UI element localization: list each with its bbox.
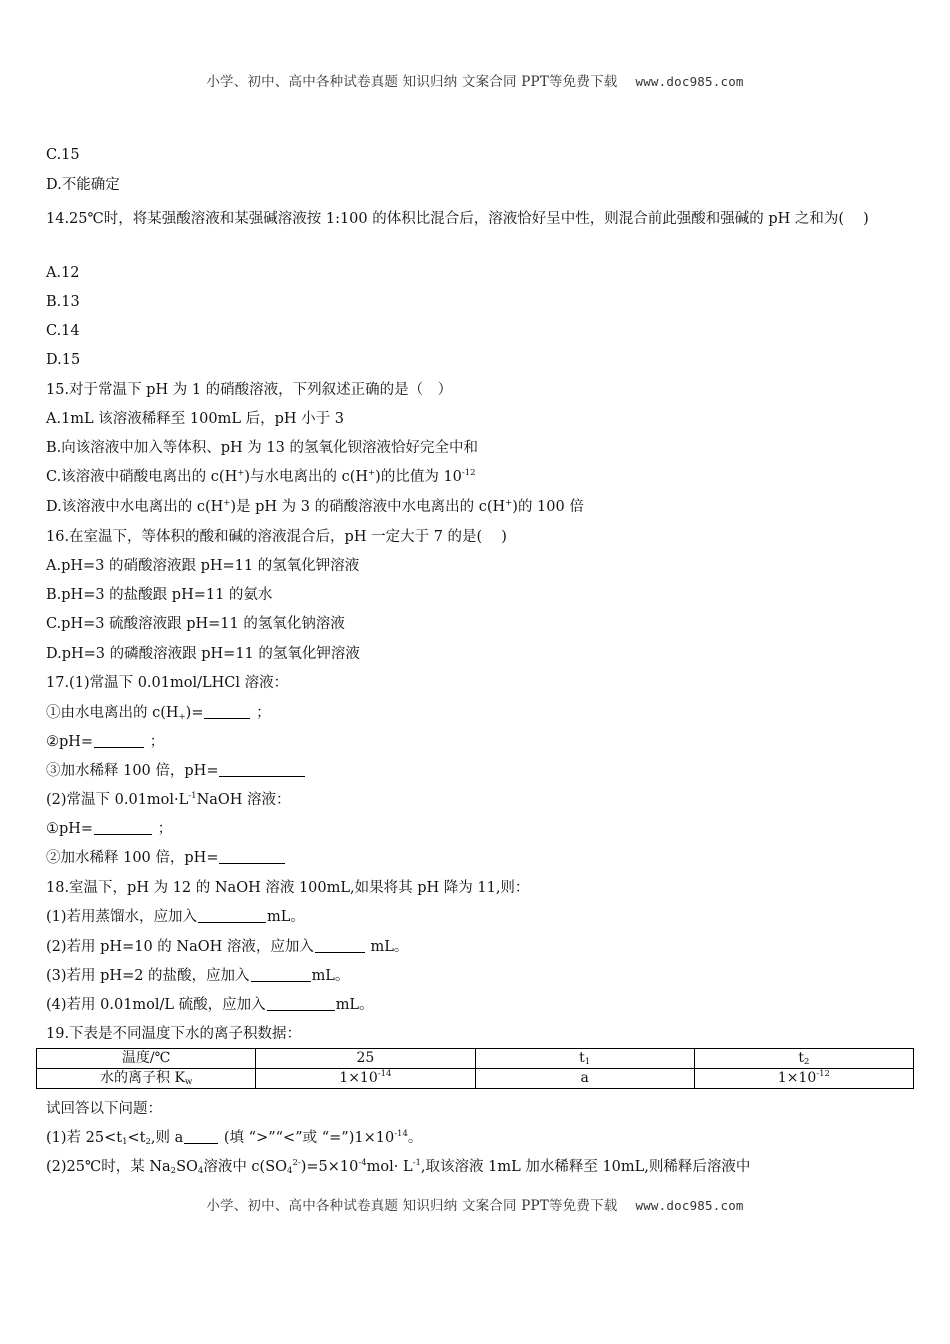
q18-part1: (1)若用蒸馏水，应加入 mL。 xyxy=(46,909,305,925)
q16-option-b: B.pH=3 的盐酸跟 pH=11 的氨水 xyxy=(46,587,273,603)
answer-blank[interactable] xyxy=(204,704,250,719)
q17-item4: ①pH= ； xyxy=(46,821,173,837)
header-url[interactable]: www.doc985.com xyxy=(635,74,744,89)
table-cell: a xyxy=(475,1069,694,1089)
q15-option-b: B.向该溶液中加入等体积、pH 为 13 的氢氧化钡溶液恰好完全中和 xyxy=(46,440,478,456)
table-header-cell: 温度/℃ xyxy=(37,1049,256,1069)
table-header-cell: $t_1$ xyxy=(475,1049,694,1069)
table-cell: $1\times 10^{-12}$ xyxy=(694,1069,913,1089)
q19-sub1: (1)若 $25<t_1<t_2$,则 a (填 “>”“<”或 “$=”)1\times 10^{-14}$。 xyxy=(46,1129,423,1147)
q18-part2: (2)若用 pH=10 的 NaOH 溶液，应加入 mL。 xyxy=(46,939,409,955)
q15-stem: 15.对于常温下 pH 为 1 的硝酸溶液，下列叙述正确的是（ ） xyxy=(46,382,453,398)
q19-ask: 试回答以下问题： xyxy=(46,1101,162,1117)
table-header-cell: 25 xyxy=(256,1049,475,1069)
table-row xyxy=(37,1069,914,1089)
page-header xyxy=(0,70,950,90)
q16-option-c: C.pH=3 硫酸溶液跟 pH=11 的氢氧化钠溶液 xyxy=(46,616,345,632)
answer-blank[interactable] xyxy=(219,762,305,777)
q17-item1: ①由水电离出的 $c(H_+)=$ ； xyxy=(46,705,271,722)
q19-stem: 19.下表是不同温度下水的离子积数据： xyxy=(46,1026,302,1042)
q17-part1: 17.(1)常温下 0.01mol/LHCl 溶液： xyxy=(46,675,289,691)
footer-text: 小学、初中、高中各种试卷真题 知识归纳 文案合同 PPT等免费下载 xyxy=(206,1198,618,1214)
q17-item2: ②pH= ； xyxy=(46,734,165,750)
q16-option-a: A.pH=3 的硝酸溶液跟 pH=11 的氢氧化钾溶液 xyxy=(46,558,360,574)
q18-part3: (3)若用 pH=2 的盐酸，应加入 mL。 xyxy=(46,968,350,984)
q16-option-d: D.pH=3 的磷酸溶液跟 pH=11 的氢氧化钾溶液 xyxy=(46,646,360,662)
table-cell: 水的离子积 $K_w$ xyxy=(37,1069,256,1089)
answer-blank[interactable] xyxy=(94,820,152,835)
q19-sub2: (2)25℃时，某 $Na_2SO_4$溶液中 $c(SO_4^{2-})=5\times 10^{-4}mol\cdot L^{-1}$,取该溶液 1mL 加水稀释至 10mL,则稀释后溶液中 xyxy=(46,1158,751,1176)
header-text: 小学、初中、高中各种试卷真题 知识归纳 文案合同 PPT等免费下载 xyxy=(206,74,618,90)
q17-item3: ③加水稀释 100 倍，pH= xyxy=(46,762,306,780)
answer-blank[interactable] xyxy=(267,996,335,1011)
table-row xyxy=(37,1049,914,1069)
table-cell: $1\times 10^{-14}$ xyxy=(256,1069,475,1089)
answer-blank[interactable] xyxy=(315,938,365,953)
q13-option-c: C.15 xyxy=(46,147,80,163)
q14-stem: 14.25℃时，将某强酸溶液和某强碱溶液按 1:100 的体积比混合后，溶液恰好呈中性，则混合前此强酸和强碱的 pH 之和为( ) xyxy=(46,211,869,227)
table-header-cell: $t_2$ xyxy=(694,1049,913,1069)
answer-blank[interactable] xyxy=(219,849,285,864)
footer-url[interactable]: www.doc985.com xyxy=(635,1198,744,1213)
q16-stem: 16.在室温下，等体积的酸和碱的溶液混合后，pH 一定大于 7 的是( ) xyxy=(46,529,507,545)
page-footer xyxy=(0,1194,950,1214)
q15-option-c: C.该溶液中硝酸电离出的 c(H+)与水电离出的 c(H+)的比值为 $10^{-12}$ xyxy=(46,468,476,485)
q15-option-a: A.1mL 该溶液稀释至 100mL 后，pH 小于 3 xyxy=(46,411,344,427)
q14-option-c: C.14 xyxy=(46,323,80,339)
q18-part4: (4)若用 0.01mol/L 硫酸，应加入 mL。 xyxy=(46,997,374,1013)
q18-stem: 18.室温下，pH 为 12 的 NaOH 溶液 100mL,如果将其 pH 降为 11,则： xyxy=(46,880,530,896)
answer-blank[interactable] xyxy=(251,967,311,982)
q17-item5: ②加水稀释 100 倍，pH= xyxy=(46,849,286,867)
q15-option-d: D.该溶液中水电离出的 c(H+)是 pH 为 3 的硝酸溶液中水电离出的 c(H+)的 100 倍 xyxy=(46,498,584,515)
q17-part2: (2)常温下 $0.01mol\cdot L^{-1}NaOH$ 溶液： xyxy=(46,791,291,808)
q13-option-d: D.不能确定 xyxy=(46,177,120,193)
q14-option-b: B.13 xyxy=(46,294,80,310)
answer-blank[interactable] xyxy=(198,908,266,923)
q14-option-a: A.12 xyxy=(46,265,80,281)
answer-blank[interactable] xyxy=(184,1129,218,1144)
water-ion-product-table xyxy=(36,1048,914,1089)
answer-blank[interactable] xyxy=(94,733,144,748)
q14-option-d: D.15 xyxy=(46,352,81,368)
